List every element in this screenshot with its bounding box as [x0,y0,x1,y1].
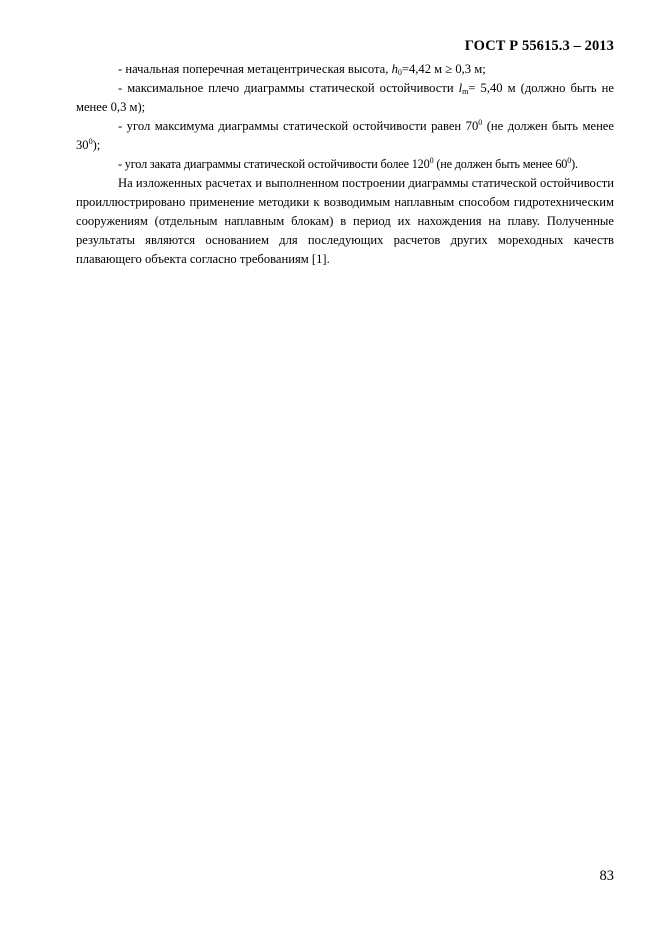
list-item-metacentric-height [76,60,614,79]
item-text: - максимальное плечо диаграммы статической остойчивости [118,81,459,95]
document-body [76,60,614,269]
conclusion-paragraph: На изложенных расчетах и выполненном построении диаграммы статической остойчивости проиллюстрировано применение методики к возводимым наплавным способом гидротехническим сооружениям (отдельным наплавным блокам) в период их нахождения на плаву. Полученные результаты являются основанием для последующих расчетов других мореходных качеств плавающего объекта согласно требованиям [1]. [76,176,614,266]
item-text: ); [92,138,101,152]
item-text: - начальная поперечная метацентрическая высота, [118,62,392,76]
item-text: (не должен быть менее 60 [433,157,568,171]
degree-superscript: 0 [567,156,572,165]
item-text: (не должен быть менее 30 [76,119,614,152]
subscript: 0 [397,68,402,77]
degree-superscript: 0 [88,137,93,146]
list-item-sunset-angle [76,155,614,174]
degree-superscript: 0 [478,118,483,127]
variable-symbol: l [458,81,463,95]
item-text: = 5,40 м (должно быть не менее 0,3 м); [76,81,614,114]
list-item-max-lever [76,79,614,117]
subscript: m [462,87,469,96]
item-text: - угол заката диаграммы статической остойчивости более 120 [118,157,430,171]
list-item-max-angle [76,117,614,155]
document-header: ГОСТ Р 55615.3 – 2013 [464,38,614,54]
item-text: - угол максимума диаграммы статической остойчивости равен 70 [118,119,479,133]
item-text: ). [571,157,578,171]
page-number: 83 [599,868,614,884]
degree-superscript: 0 [429,156,434,165]
variable-symbol: h [391,62,398,76]
item-text: =4,42 м ≥ 0,3 м; [401,62,486,76]
